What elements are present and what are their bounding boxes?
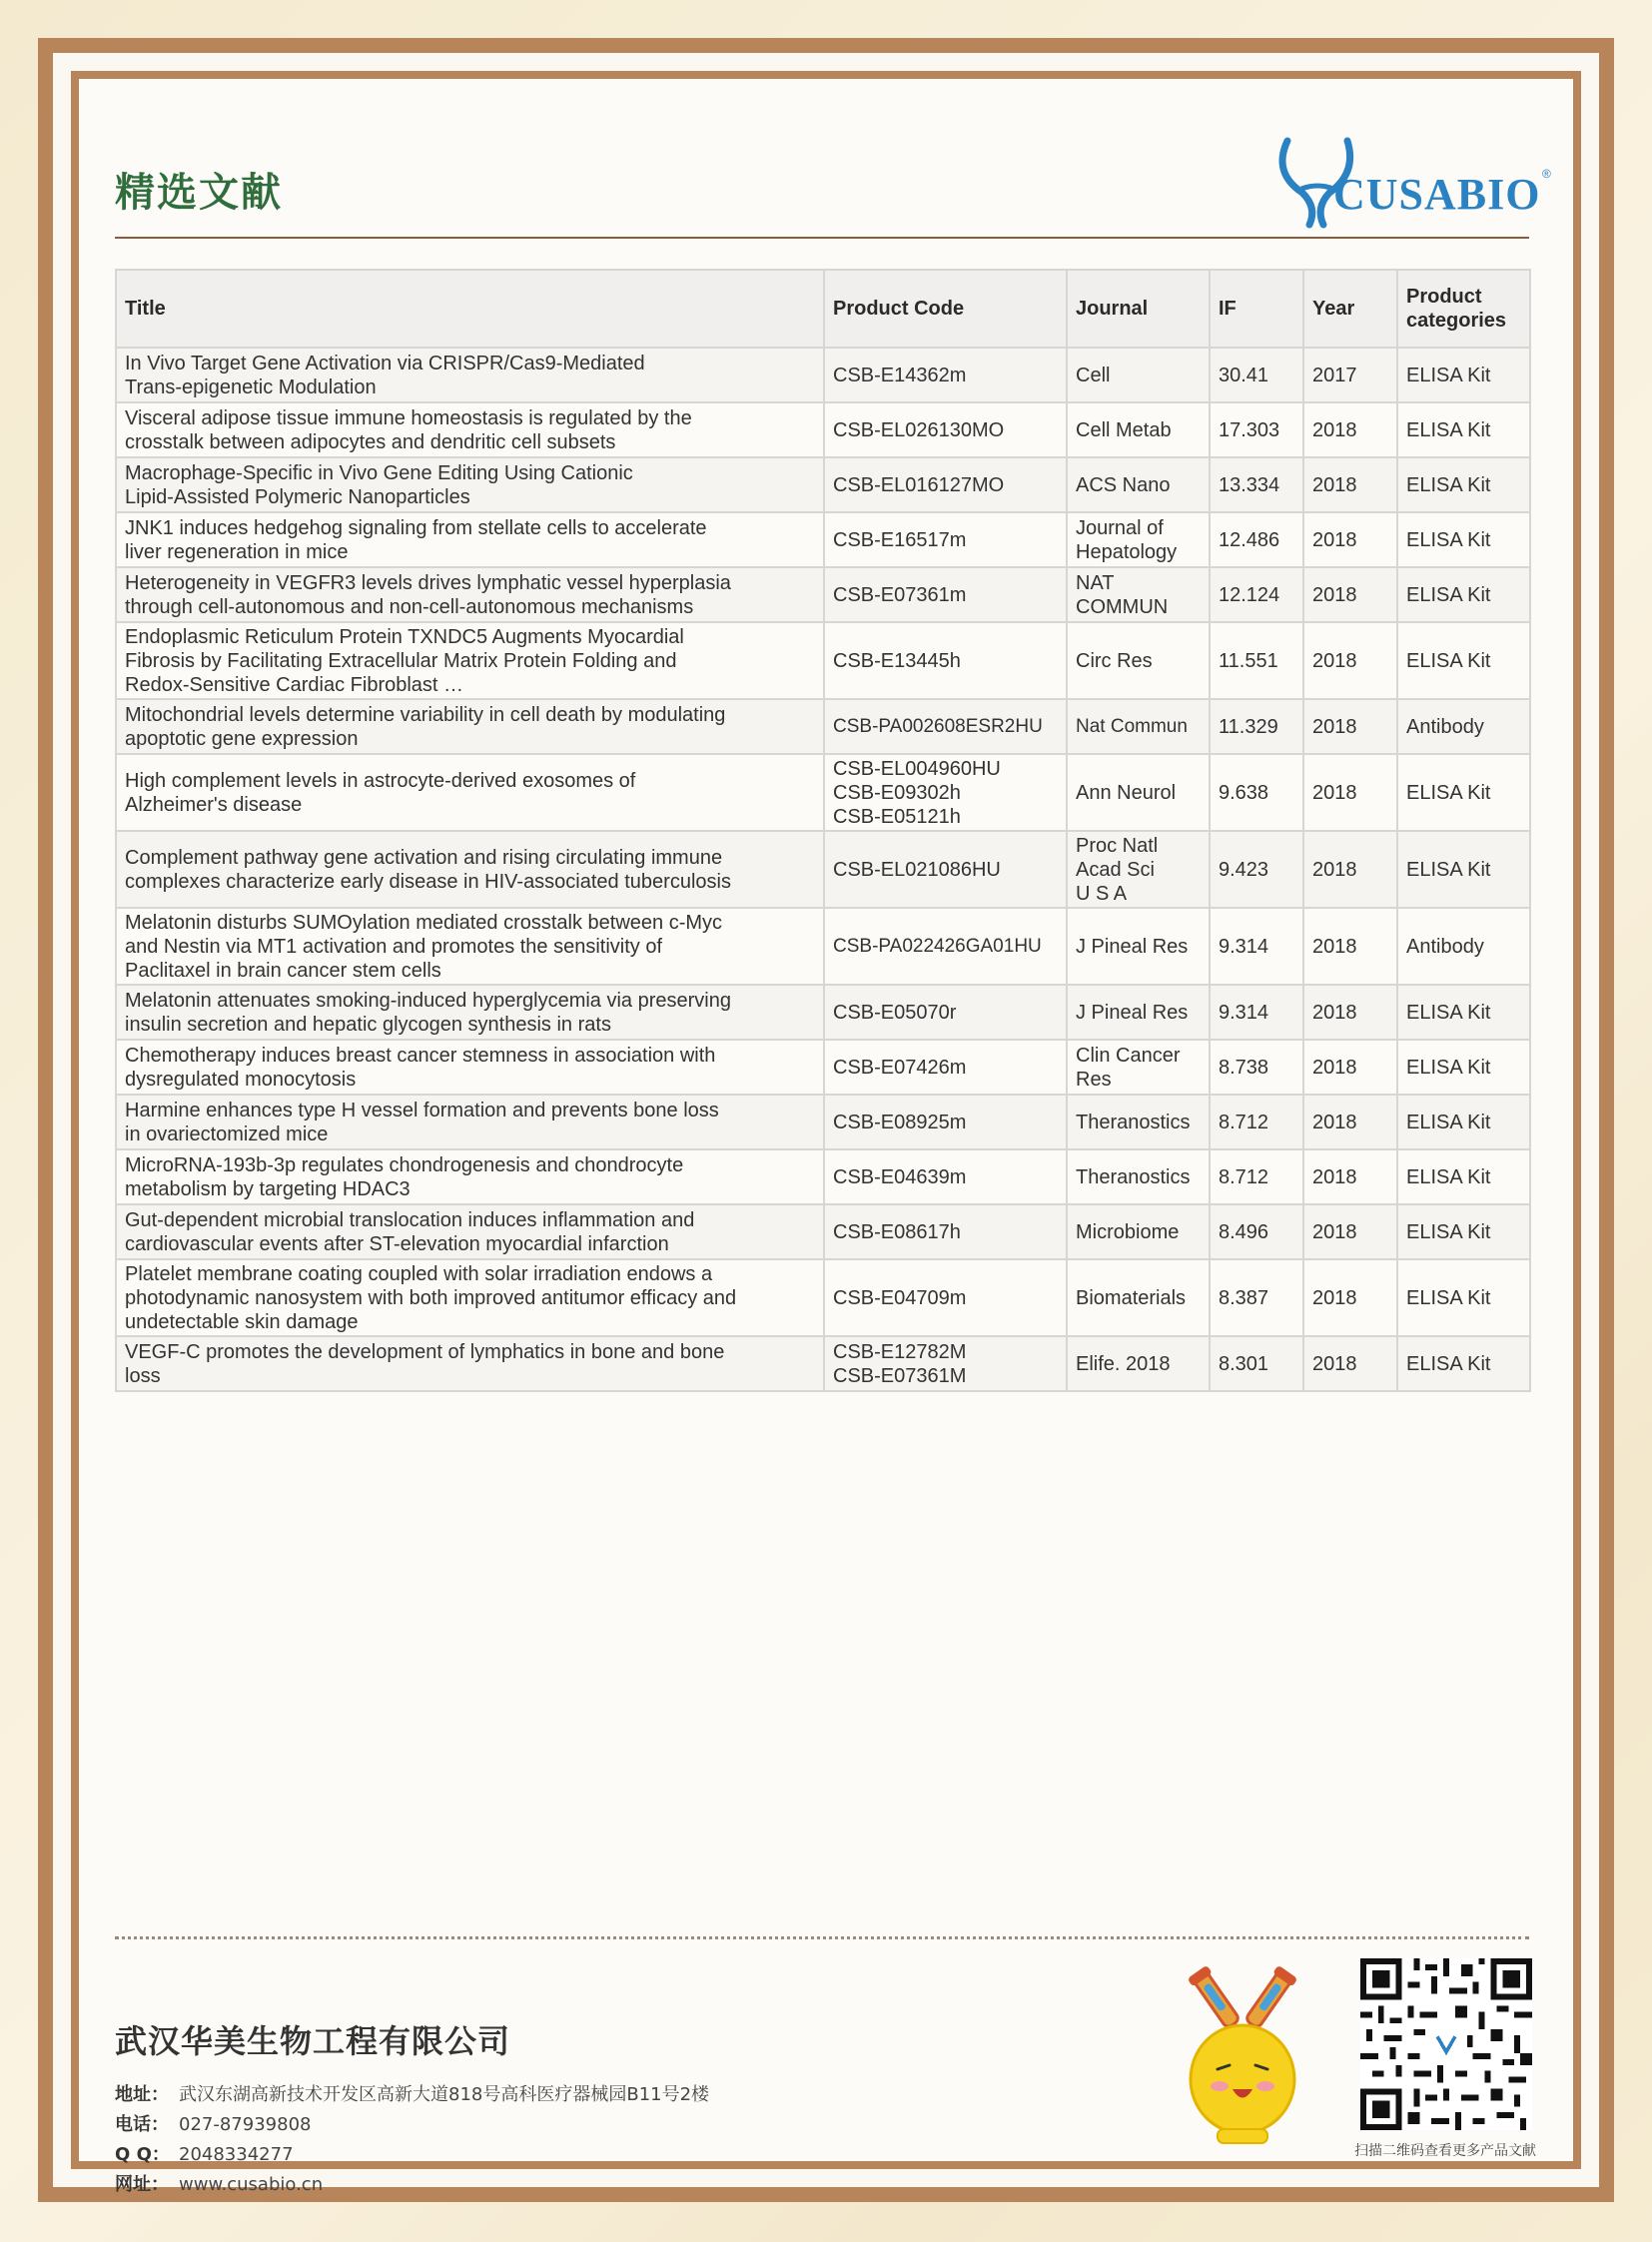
cell-product-code <box>824 1336 1067 1391</box>
cell-year: 2018 <box>1303 512 1397 567</box>
cell-product-code <box>824 402 1067 457</box>
cell-journal-line: Ann Neurol <box>1076 781 1177 804</box>
cell-title-line: in ovariectomized mice <box>125 1122 329 1145</box>
cell-title <box>116 512 824 567</box>
cell-year: 2017 <box>1303 348 1397 402</box>
table-row <box>116 567 1530 622</box>
cell-journal-line: U S A <box>1076 882 1128 905</box>
cell-category: ELISA Kit <box>1397 985 1530 1040</box>
cell-title-line: Complement pathway gene activation and rising circulating immune <box>125 846 723 869</box>
cell-title-line: Melatonin disturbs SUMOylation mediated crosstalk between c-Myc <box>125 911 723 934</box>
cell-if: 8.738 <box>1210 1040 1303 1095</box>
cell-journal-line: Microbiome <box>1076 1220 1180 1243</box>
cell-if: 12.486 <box>1210 512 1303 567</box>
cell-title-line: cardiovascular events after ST-elevation myocardial infarction <box>125 1232 669 1255</box>
cell-title-line: Alzheimer's disease <box>125 793 303 816</box>
contact-row <box>115 2170 709 2200</box>
cell-title <box>116 754 824 831</box>
cell-product-code-line: CSB-E09302h <box>833 781 961 804</box>
cell-title-line: Heterogeneity in VEGFR3 levels drives lymphatic vessel hyperplasia <box>125 571 731 594</box>
cell-journal-line: Clin Cancer <box>1076 1044 1181 1067</box>
cell-year: 2018 <box>1303 1204 1397 1259</box>
registered-mark: ® <box>1542 167 1551 181</box>
table-row <box>116 754 1530 831</box>
cell-if: 8.712 <box>1210 1149 1303 1204</box>
cell-product-code <box>824 1040 1067 1095</box>
cell-category: Antibody <box>1397 699 1530 754</box>
cell-if: 8.712 <box>1210 1095 1303 1149</box>
page-frame <box>38 38 1614 2202</box>
cell-if: 11.329 <box>1210 699 1303 754</box>
cell-if: 12.124 <box>1210 567 1303 622</box>
cell-journal-line: Acad Sci <box>1076 858 1155 881</box>
cell-product-code <box>824 985 1067 1040</box>
cell-title-line: Harmine enhances type H vessel formation and prevents bone loss <box>125 1099 719 1121</box>
cell-title-line: VEGF-C promotes the development of lymphatics in bone and bone <box>125 1340 725 1363</box>
cell-category: Antibody <box>1397 908 1530 985</box>
cell-category: ELISA Kit <box>1397 1259 1530 1336</box>
header-journal: Journal <box>1067 270 1210 348</box>
cell-title-line: liver regeneration in mice <box>125 540 349 563</box>
qr-caption: 扫描二维码查看更多产品文献 <box>1354 2143 1536 2159</box>
cell-product-code-line: CSB-E04709m <box>833 1286 967 1309</box>
table-row <box>116 622 1530 699</box>
cell-year: 2018 <box>1303 567 1397 622</box>
contact-label: Q Q： <box>115 2144 170 2165</box>
cell-product-code-line: CSB-EL021086HU <box>833 858 1001 881</box>
cell-product-code <box>824 622 1067 699</box>
header-product-categories <box>1397 270 1530 348</box>
cell-product-code-line: CSB-EL016127MO <box>833 473 1005 496</box>
contact-row <box>115 2080 709 2110</box>
cell-title-line: MicroRNA-193b-3p regulates chondrogenesis and chondrocyte <box>125 1153 684 1176</box>
cell-journal <box>1067 512 1210 567</box>
contact-row <box>115 2140 709 2170</box>
cell-product-code-line: CSB-PA002608ESR2HU <box>833 715 1043 737</box>
cell-product-code-line: CSB-E05121h <box>833 805 961 828</box>
table-row <box>116 402 1530 457</box>
cell-product-code-line: CSB-E07361m <box>833 583 967 606</box>
cell-product-code <box>824 1259 1067 1336</box>
cell-year: 2018 <box>1303 1259 1397 1336</box>
cell-journal-line: Hepatology <box>1076 540 1178 563</box>
cell-title-line: photodynamic nanosystem with both improved antitumor efficacy and <box>125 1286 737 1309</box>
cell-title-line: metabolism by targeting HDAC3 <box>125 1177 411 1200</box>
cell-journal-line: Theranostics <box>1076 1165 1191 1188</box>
footer-divider <box>115 1936 1529 1939</box>
cell-journal-line: Biomaterials <box>1076 1286 1187 1309</box>
cell-title-line: JNK1 induces hedgehog signaling from stellate cells to accelerate <box>125 516 707 539</box>
cell-product-code-line: CSB-E08617h <box>833 1220 961 1243</box>
cell-journal <box>1067 1149 1210 1204</box>
cell-year: 2018 <box>1303 908 1397 985</box>
cell-category: ELISA Kit <box>1397 348 1530 402</box>
cell-year: 2018 <box>1303 1336 1397 1391</box>
cell-journal-line: Cell Metab <box>1076 418 1172 441</box>
cell-year: 2018 <box>1303 1095 1397 1149</box>
cell-title-line: Gut-dependent microbial translocation induces inflammation and <box>125 1208 695 1231</box>
cell-title <box>116 831 824 908</box>
cell-category: ELISA Kit <box>1397 457 1530 512</box>
cell-product-code <box>824 348 1067 402</box>
cell-journal <box>1067 348 1210 402</box>
cell-product-code <box>824 512 1067 567</box>
table-row <box>116 1259 1530 1336</box>
header-product-code: Product Code <box>824 270 1067 348</box>
cell-if: 9.314 <box>1210 985 1303 1040</box>
cell-title-line: Macrophage-Specific in Vivo Gene Editing Using Cationic <box>125 461 633 484</box>
cell-product-code <box>824 457 1067 512</box>
cell-journal-line: Nat Commun <box>1076 715 1188 737</box>
table-row <box>116 1095 1530 1149</box>
cell-title-line: Platelet membrane coating coupled with solar irradiation endows a <box>125 1262 713 1285</box>
cell-category: ELISA Kit <box>1397 754 1530 831</box>
cell-title-line: through cell-autonomous and non-cell-autonomous mechanisms <box>125 595 694 618</box>
cell-title-line: dysregulated monocytosis <box>125 1068 357 1091</box>
cell-if: 9.423 <box>1210 831 1303 908</box>
cell-if: 9.314 <box>1210 908 1303 985</box>
table-row <box>116 457 1530 512</box>
cell-category: ELISA Kit <box>1397 1204 1530 1259</box>
rabbit-mascot-icon <box>1178 1961 1307 2151</box>
cell-product-code <box>824 1149 1067 1204</box>
table-row <box>116 908 1530 985</box>
cell-journal-line: Journal of <box>1076 516 1164 539</box>
table-row <box>116 512 1530 567</box>
cell-journal <box>1067 402 1210 457</box>
cell-journal <box>1067 1095 1210 1149</box>
header-category-line: categories <box>1406 310 1507 332</box>
cell-product-code-line: CSB-EL026130MO <box>833 418 1005 441</box>
cell-category: ELISA Kit <box>1397 1336 1530 1391</box>
cell-product-code-line: CSB-E04639m <box>833 1165 967 1188</box>
cell-journal-line: J Pineal Res <box>1076 935 1189 958</box>
cell-if: 9.638 <box>1210 754 1303 831</box>
cell-if: 11.551 <box>1210 622 1303 699</box>
table-row <box>116 985 1530 1040</box>
cell-category: ELISA Kit <box>1397 1040 1530 1095</box>
header-if: IF <box>1210 270 1303 348</box>
cell-product-code-line: CSB-E16517m <box>833 528 967 551</box>
table-row <box>116 1040 1530 1095</box>
cell-if: 30.41 <box>1210 348 1303 402</box>
cell-product-code <box>824 831 1067 908</box>
company-name: 武汉华美生物工程有限公司 <box>115 2022 511 2060</box>
page-content <box>71 71 1581 2195</box>
cell-year: 2018 <box>1303 831 1397 908</box>
cell-journal-line: Cell <box>1076 364 1111 386</box>
cell-title <box>116 457 824 512</box>
cell-product-code-line: CSB-E13445h <box>833 649 961 672</box>
cell-journal-line: NAT <box>1076 571 1115 594</box>
cell-year: 2018 <box>1303 699 1397 754</box>
cell-journal <box>1067 699 1210 754</box>
cell-title <box>116 1259 824 1336</box>
table-row <box>116 699 1530 754</box>
cell-product-code <box>824 1095 1067 1149</box>
cell-journal <box>1067 1040 1210 1095</box>
cell-title-line: and Nestin via MT1 activation and promotes the sensitivity of <box>125 935 663 958</box>
cell-journal <box>1067 831 1210 908</box>
cell-category: ELISA Kit <box>1397 402 1530 457</box>
cell-journal <box>1067 1204 1210 1259</box>
cell-title-line: Chemotherapy induces breast cancer stemness in association with <box>125 1044 716 1067</box>
cell-title-line: In Vivo Target Gene Activation via CRISPR/Cas9-Mediated <box>125 352 645 374</box>
cell-year: 2018 <box>1303 1149 1397 1204</box>
cell-year: 2018 <box>1303 985 1397 1040</box>
cell-title <box>116 1204 824 1259</box>
cell-title-line: Melatonin attenuates smoking-induced hyperglycemia via preserving <box>125 989 731 1012</box>
cell-title <box>116 1040 824 1095</box>
page-title: 精选文献 <box>115 170 283 216</box>
cell-title-line: High complement levels in astrocyte-derived exosomes of <box>125 769 636 792</box>
cell-category: ELISA Kit <box>1397 512 1530 567</box>
cell-journal <box>1067 1336 1210 1391</box>
cell-product-code <box>824 1204 1067 1259</box>
cell-title-line: Redox-Sensitive Cardiac Fibroblast … <box>125 673 464 696</box>
cell-product-code-line: CSB-E05070r <box>833 1001 957 1024</box>
contact-row <box>115 2110 709 2140</box>
cell-product-code-line: CSB-EL004960HU <box>833 757 1001 780</box>
cell-journal-line: Circ Res <box>1076 649 1153 672</box>
cell-journal <box>1067 985 1210 1040</box>
cell-journal <box>1067 754 1210 831</box>
logo-wordmark: CUSABIO <box>1333 170 1541 219</box>
cell-year: 2018 <box>1303 457 1397 512</box>
cell-journal-line: Theranostics <box>1076 1111 1191 1133</box>
contact-value: 武汉东湖高新技术开发区高新大道818号高科医疗器械园B11号2楼 <box>179 2084 710 2105</box>
title-divider <box>115 237 1529 239</box>
cell-journal <box>1067 908 1210 985</box>
table-row <box>116 1204 1530 1259</box>
cell-journal-line: Elife. 2018 <box>1076 1352 1171 1375</box>
header-title: Title <box>116 270 824 348</box>
cell-category: ELISA Kit <box>1397 622 1530 699</box>
cell-title-line: Mitochondrial levels determine variability in cell death by modulating <box>125 703 726 726</box>
cell-journal <box>1067 457 1210 512</box>
cell-year: 2018 <box>1303 622 1397 699</box>
cell-title-line: Endoplasmic Reticulum Protein TXNDC5 Augments Myocardial <box>125 625 684 648</box>
cell-product-code-line: CSB-E07426m <box>833 1056 967 1079</box>
cell-title <box>116 985 824 1040</box>
cell-product-code-line: CSB-E08925m <box>833 1111 967 1133</box>
cell-title-line: loss <box>125 1364 161 1387</box>
table-row <box>116 831 1530 908</box>
cell-category: ELISA Kit <box>1397 567 1530 622</box>
cell-product-code-line: CSB-PA022426GA01HU <box>833 935 1042 957</box>
cell-journal-line: ACS Nano <box>1076 473 1171 496</box>
table-header <box>116 270 1530 348</box>
cell-title <box>116 699 824 754</box>
contact-value: 027-87939808 <box>179 2114 312 2135</box>
literature-table <box>115 269 1531 1392</box>
cell-title-line: Trans-epigenetic Modulation <box>125 375 377 398</box>
table-row <box>116 1336 1530 1391</box>
cell-journal-line: Res <box>1076 1068 1112 1091</box>
cell-product-code <box>824 567 1067 622</box>
cell-year: 2018 <box>1303 1040 1397 1095</box>
cell-if: 13.334 <box>1210 457 1303 512</box>
header-year: Year <box>1303 270 1397 348</box>
cell-title-line: crosstalk between adipocytes and dendritic cell subsets <box>125 430 616 453</box>
cell-title <box>116 567 824 622</box>
cell-title <box>116 1095 824 1149</box>
cell-category: ELISA Kit <box>1397 1095 1530 1149</box>
contact-label: 电话： <box>115 2114 169 2135</box>
cell-category: ELISA Kit <box>1397 1149 1530 1204</box>
cell-year: 2018 <box>1303 754 1397 831</box>
cell-journal-line: J Pineal Res <box>1076 1001 1189 1024</box>
contact-value: 2048334277 <box>179 2144 294 2165</box>
contact-info <box>115 2080 709 2200</box>
cell-product-code-line: CSB-E14362m <box>833 364 967 386</box>
cell-journal-line: COMMUN <box>1076 595 1169 618</box>
cell-title-line: insulin secretion and hepatic glycogen synthesis in rats <box>125 1013 611 1036</box>
table-row <box>116 1149 1530 1204</box>
cell-product-code <box>824 699 1067 754</box>
cell-title-line: Visceral adipose tissue immune homeostasis is regulated by the <box>125 406 692 429</box>
cell-category: ELISA Kit <box>1397 831 1530 908</box>
cell-title <box>116 402 824 457</box>
cell-journal <box>1067 1259 1210 1336</box>
contact-label: 地址： <box>115 2084 169 2105</box>
qr-code-icon <box>1360 1958 1532 2130</box>
cell-product-code <box>824 908 1067 985</box>
cell-product-code <box>824 754 1067 831</box>
table-row <box>116 348 1530 402</box>
cell-title-line: Fibrosis by Facilitating Extracellular Matrix Protein Folding and <box>125 649 677 672</box>
cell-title-line: undetectable skin damage <box>125 1310 359 1333</box>
cell-title-line: Paclitaxel in brain cancer stem cells <box>125 959 441 982</box>
cell-if: 8.301 <box>1210 1336 1303 1391</box>
cell-title <box>116 1336 824 1391</box>
cell-product-code-line: CSB-E07361M <box>833 1364 967 1387</box>
cell-title <box>116 348 824 402</box>
table-body <box>116 348 1530 1391</box>
cell-product-code-line: CSB-E12782M <box>833 1340 967 1363</box>
website-link[interactable]: www.cusabio.cn <box>179 2174 324 2195</box>
cell-if: 17.303 <box>1210 402 1303 457</box>
cell-title-line: Lipid-Assisted Polymeric Nanoparticles <box>125 485 470 508</box>
cell-title <box>116 622 824 699</box>
cell-if: 8.387 <box>1210 1259 1303 1336</box>
cell-year: 2018 <box>1303 402 1397 457</box>
cell-journal-line: Proc Natl <box>1076 834 1159 857</box>
cell-journal <box>1067 567 1210 622</box>
cell-journal <box>1067 622 1210 699</box>
cell-title-line: apoptotic gene expression <box>125 727 359 750</box>
header-category-line: Product <box>1406 286 1482 308</box>
cell-if: 8.496 <box>1210 1204 1303 1259</box>
cell-title <box>116 908 824 985</box>
cell-title <box>116 1149 824 1204</box>
cell-title-line: complexes characterize early disease in HIV-associated tuberculosis <box>125 870 731 893</box>
contact-label: 网址： <box>115 2174 169 2195</box>
